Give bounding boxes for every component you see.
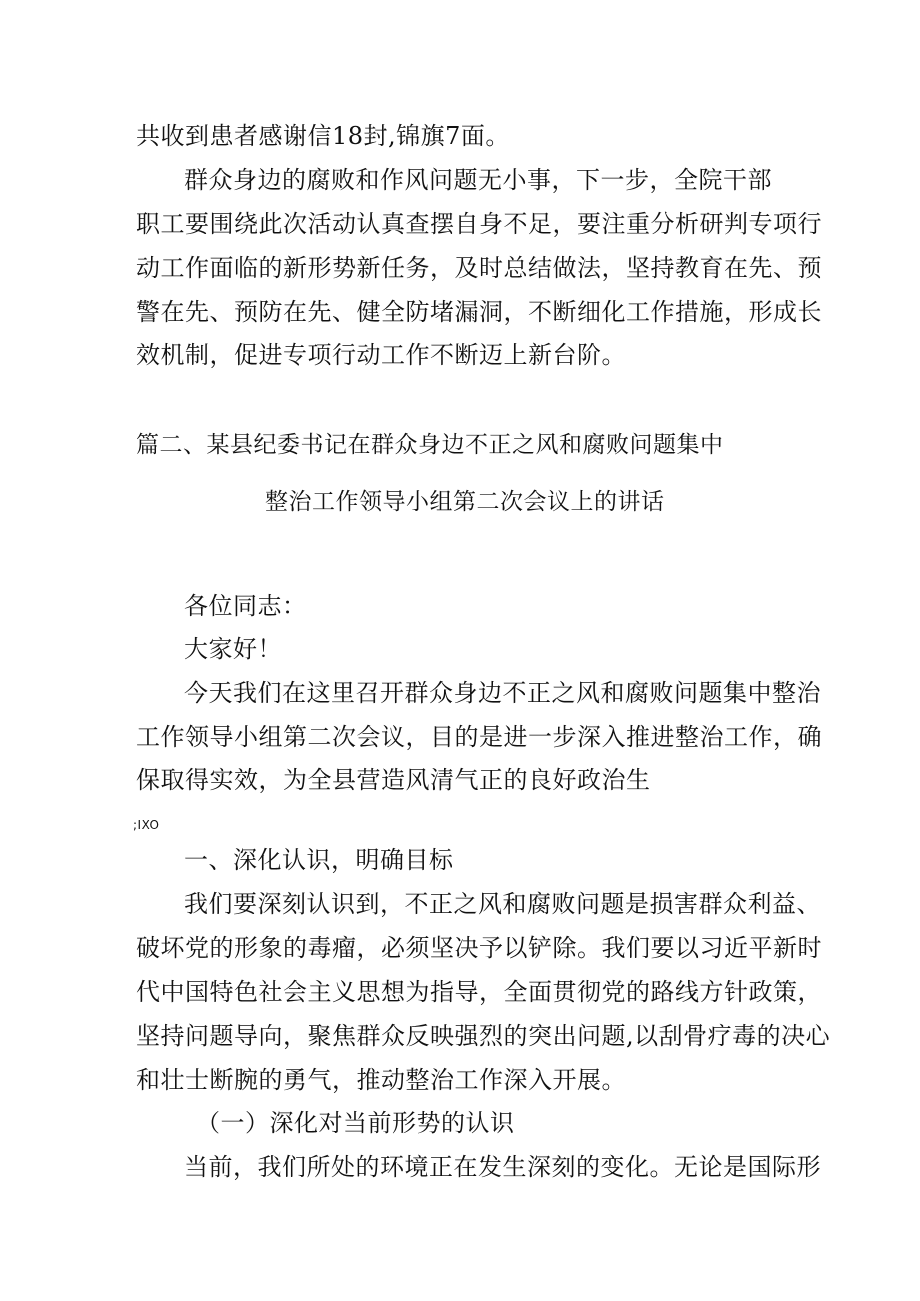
section-title: 篇二、某县纪委书记在群众身边不正之风和腐败问题集中 [136, 432, 724, 458]
paragraph-line: 共收到患者感谢信18封,锦旗7面。 [136, 122, 510, 150]
paragraph-line: 动工作面临的新形势新任务，及时总结做法，坚持教育在先、预 [136, 254, 822, 282]
paragraph-line: 效机制，促进专项行动工作不断迈上新台阶。 [136, 341, 626, 369]
paragraph-line: 工作领导小组第二次会议，目的是进一步深入推进整治工作，确 [136, 723, 822, 751]
paragraph-line: 和壮士断腕的勇气，推动整治工作深入开展。 [136, 1066, 626, 1094]
paragraph-line: 破坏党的形象的毒瘤，必须坚决予以铲除。我们要以习近平新时 [136, 934, 822, 962]
stray-text: ;IXO [133, 818, 160, 832]
section-title: 整治工作领导小组第二次会议上的讲话 [265, 489, 665, 515]
paragraph-line: 我们要深刻认识到，不正之风和腐败问题是损害群众利益、 [184, 890, 821, 918]
salutation: 各位同志： [184, 592, 307, 620]
paragraph-line: 警在先、预防在先、健全防堵漏洞，不断细化工作措施，形成长 [136, 298, 822, 326]
paragraph-line: 群众身边的腐败和作风问题无小事，下一步，全院干部 [184, 166, 772, 194]
paragraph-line: 保取得实效，为全县营造风清气正的良好政治生 [136, 766, 651, 794]
paragraph-line: 坚持问题导向，聚焦群众反映强烈的突出问题,以刮骨疗毒的决心 [136, 1022, 831, 1050]
paragraph-line: 代中国特色社会主义思想为指导，全面贯彻党的路线方针政策， [136, 978, 822, 1006]
greeting: 大家好！ [184, 635, 282, 663]
paragraph-line: 当前，我们所处的环境正在发生深刻的变化。无论是国际形 [184, 1153, 821, 1181]
heading-level-2: （一）深化对当前形势的认识 [196, 1109, 515, 1137]
paragraph-line: 职工要围绕此次活动认真查摆自身不足，要注重分析研判专项行 [136, 210, 822, 238]
paragraph-line: 今天我们在这里召开群众身边不正之风和腐败问题集中整治 [184, 679, 821, 707]
heading-level-1: 一、深化认识，明确目标 [184, 846, 454, 874]
